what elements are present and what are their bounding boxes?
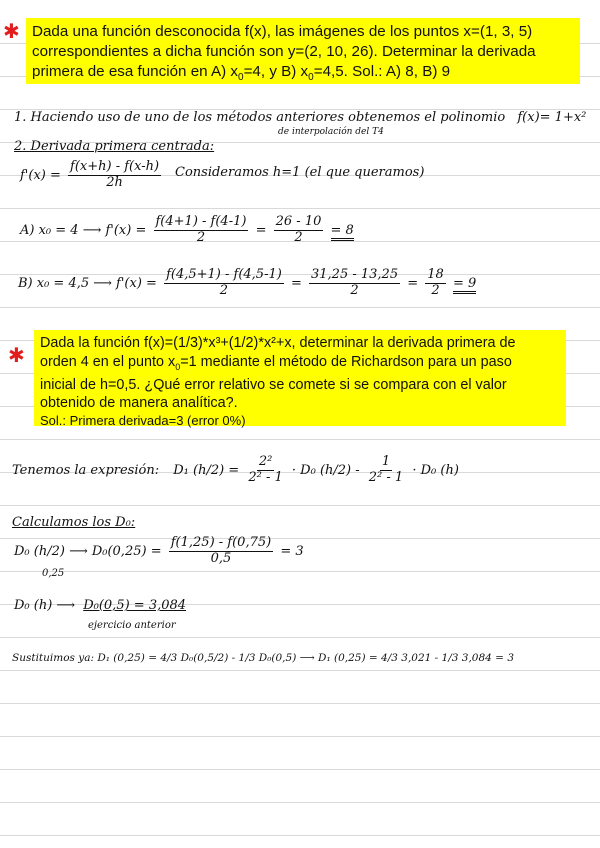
problem-2-line-2: orden 4 en el punto $x_0=1$ mediante el método de Richardson para un paso xyxy=(40,353,512,372)
calc-a: A) x₀ = 4 ⟶ f'(x) = $\frac{f(4+1) - f(4-1)}{2}$ = $\frac{26 - 10}{2}$ = 8 xyxy=(20,214,354,245)
note-calc-d0: Calculamos los D₀: xyxy=(12,515,136,530)
problem-1-box xyxy=(26,18,580,84)
calc-b: B) x₀ = 4,5 ⟶ f'(x) = $\frac{f(4,5+1) - f(4,5-1)}{2}$ = $\frac{31,25 - 13,25}{2}$ = $\frac{18}{2}$ = 9 xyxy=(18,267,477,298)
star-marker-2: ✱ xyxy=(8,343,25,367)
problem-2-line-4: obtenido de manera analítica?. xyxy=(40,395,238,412)
calc-d0-h: D₀ (h) ⟶ D₀(0,5) = 3,084 xyxy=(14,598,187,613)
note-step-1: 1. Haciendo uso de uno de los métodos anteriores obtenemos el polinomio f(x)= 1+x² xyxy=(14,110,587,125)
calc-d0-h2-sub: 0,25 xyxy=(42,568,65,579)
note-step-1-subtext: de interpolación del T4 xyxy=(278,127,384,137)
problem-1-line-1: Dada una función desconocida f(x), las imágenes de los puntos x=(1, 3, 5) xyxy=(32,23,533,40)
note-step-2: 2. Derivada primera centrada: xyxy=(14,139,215,154)
problem-2-line-1: Dada la función f(x)=(1/3)*x³+(1/2)*x²+x, determinar la derivada primera de xyxy=(40,335,516,351)
star-marker-1: ✱ xyxy=(3,19,20,43)
problem-2-box xyxy=(34,330,566,426)
formula-centered-derivative: f'(x) = $\frac{f(x+h) - f(x-h)}{2h}$ xyxy=(20,159,160,190)
calc-d0-h2: D₀ (h/2) ⟶ D₀(0,25) = $\frac{f(1,25) - f(0,75)}{0,5}$ = 3 xyxy=(14,535,304,566)
problem-2-line-3: inicial de h=0,5. ¿Qué error relativo se comete si se compara con el valor xyxy=(40,376,507,393)
problem-2-solution: Sol.: Primera derivada=3 (error 0%) xyxy=(40,412,246,428)
richardson-expression: Tenemos la expresión: D₁ (h/2) = $\frac{\text{2²}}{\text{2² - 1}}$ · D₀ (h/2) - $\frac{1}{\text{2² - 1}}$ · D₀ (h) xyxy=(12,454,459,485)
calc-d0-h-sub: ejercicio anterior xyxy=(88,620,176,631)
problem-1-line-3: primera de esa función en A) $x_0=4$, y B) $x_0=4,5$. Sol.: A) 8, B) 9 xyxy=(32,63,451,84)
calc-substitution: Sustituimos ya: D₁ (0,25) = 4/3 D₀(0,5/2) - 1/3 D₀(0,5) ⟶ D₁ (0,25) = 4/3 3,021 - 1/3 3,084 = 3 xyxy=(12,652,515,664)
note-consider-h: Consideramos h=1 (el que queramos) xyxy=(175,165,425,180)
problem-1-line-2: correspondientes a dicha función son y=(2, 10, 26). Determinar la derivada xyxy=(32,43,536,60)
